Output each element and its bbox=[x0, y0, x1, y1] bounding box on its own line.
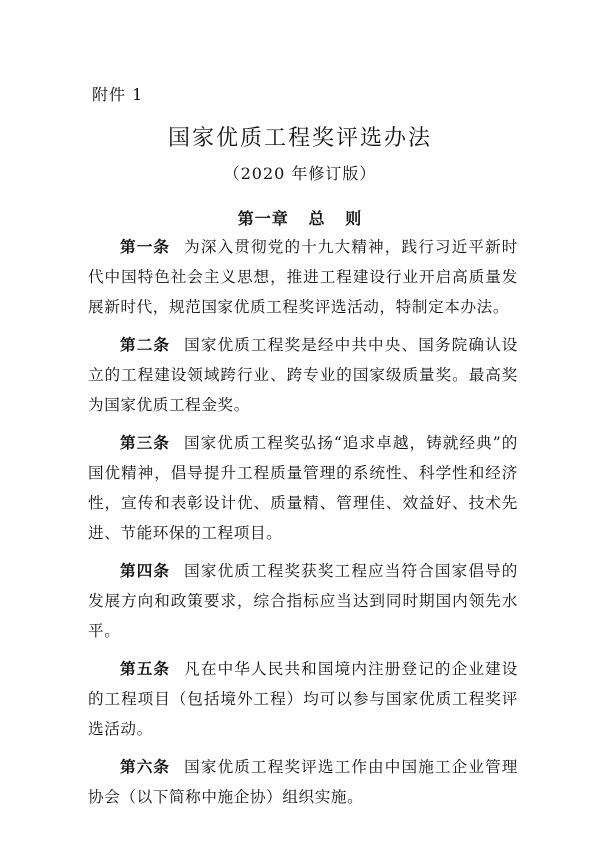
article-number: 第三条 bbox=[120, 434, 170, 452]
article-text: 国家优质工程奖是经中共中央、国务院确认设立的工程建设领域跨行业、跨专业的国家级质量奖。最高奖为国家优质工程金奖。 bbox=[88, 336, 518, 414]
article-number: 第一条 bbox=[120, 238, 171, 256]
document-title: 国家优质工程奖评选办法 bbox=[167, 126, 432, 151]
article-number: 第二条 bbox=[120, 336, 171, 354]
article-text: 国家优质工程奖获奖工程应当符合国家倡导的发展方向和政策要求，综合指标应当达到同时期国内领先水平。 bbox=[88, 562, 518, 640]
article-text: 为深入贯彻党的十九大精神，践行习近平新时代中国特色社会主义思想，推进工程建设行业开启高质量发展新时代，规范国家优质工程奖评选活动，特制定本办法。 bbox=[88, 238, 518, 316]
articles-body bbox=[88, 232, 518, 820]
article-3 bbox=[88, 428, 518, 548]
chapter-heading: 第一章 总 则 bbox=[237, 209, 363, 228]
article-number: 第六条 bbox=[120, 758, 171, 776]
article-number: 第五条 bbox=[120, 660, 171, 678]
article-1 bbox=[88, 232, 518, 322]
attachment-label: 附件 1 bbox=[92, 85, 144, 104]
article-6 bbox=[88, 752, 518, 812]
article-text: 凡在中华人民共和国境内注册登记的企业建设的工程项目（包括境外工程）均可以参与国家优质工程奖评选活动。 bbox=[88, 660, 518, 738]
article-2 bbox=[88, 330, 518, 420]
article-4 bbox=[88, 556, 518, 646]
article-text: 国家优质工程奖弘扬“追求卓越，铸就经典”的国优精神，倡导提升工程质量管理的系统性、科学性和经济性，宣传和表彰设计优、质量精、管理佳、效益好、技术先进、节能环保的工程项目。 bbox=[88, 434, 518, 542]
document-subtitle: （2020 年修订版） bbox=[223, 164, 377, 183]
article-text: 国家优质工程奖评选工作由中国施工企业管理协会（以下简称中施企协）组织实施。 bbox=[88, 758, 518, 806]
article-number: 第四条 bbox=[120, 562, 171, 580]
article-5 bbox=[88, 654, 518, 744]
